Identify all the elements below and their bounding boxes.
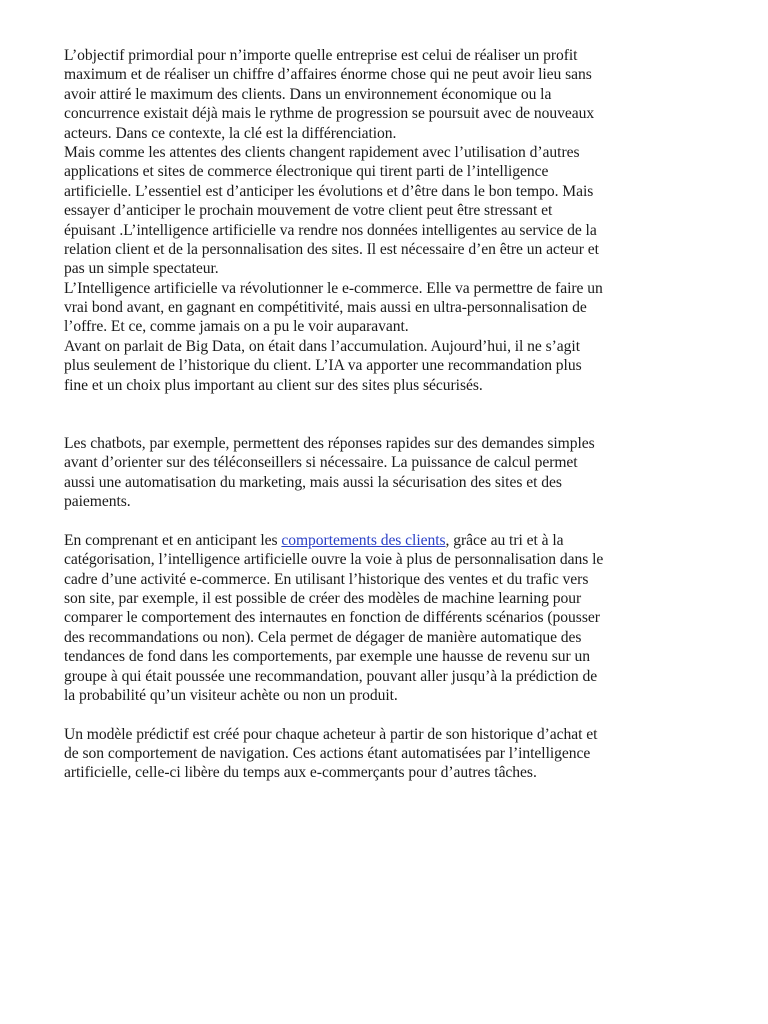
text-line: L’objectif primordial pour n’importe quelle entreprise est celui de réaliser un profit <box>64 47 578 64</box>
text-line: artificielle, celle-ci libère du temps aux e-commerçants pour d’autres tâches. <box>64 764 537 782</box>
text-line: Avant on parlait de Big Data, on était dans l’accumulation. Aujourd’hui, il ne s’agit <box>64 337 580 355</box>
paragraph-spacer <box>64 395 704 414</box>
text-line: tendances de fond dans les comportements, par exemple une hausse de revenu sur un <box>64 648 590 666</box>
text-line: paiements. <box>64 492 131 510</box>
paragraph-intro <box>64 46 704 395</box>
paragraph-comportements <box>64 531 704 706</box>
paragraph-spacer <box>64 414 704 433</box>
paragraph-modele-predictif <box>64 725 704 783</box>
text-line: Mais comme les attentes des clients changent rapidement avec l’utilisation d’autres <box>64 143 580 161</box>
text-line: l’offre. Et ce, comme jamais on a pu le voir auparavant. <box>64 318 409 336</box>
paragraph-spacer <box>64 511 704 530</box>
text-line: L’Intelligence artificielle va révolutionner le e-commerce. Elle va permettre de faire un <box>64 279 603 297</box>
text-line: avoir attiré le maximum des clients. Dans un environnement économique ou la <box>64 85 552 103</box>
comportements-des-clients-link[interactable]: comportements des clients <box>281 531 446 549</box>
text-line: maximum et de réaliser un chiffre d’affaires énorme chose qui ne peut avoir lieu sans <box>64 66 592 84</box>
text-line: artificielle. L’essentiel est d’anticiper les évolutions et d’être dans le bon tempo. Mais <box>64 182 594 200</box>
text-run: En comprenant et en anticipant les <box>64 531 282 549</box>
text-line: cadre d’une activité e-commerce. En utilisant l’historique des ventes et du trafic vers <box>64 570 589 588</box>
text-line: applications et sites de commerce électronique qui tirent parti de l’intelligence <box>64 163 549 181</box>
text-line: son site, par exemple, il est possible de créer des modèles de machine learning pour <box>64 589 582 607</box>
text-line: concurrence existait déjà mais le rythme de progression se poursuit avec de nouveaux <box>64 105 595 123</box>
text-line: avant d’orienter sur des téléconseillers si nécessaire. La puissance de calcul permet <box>64 454 578 472</box>
text-line: Les chatbots, par exemple, permettent des réponses rapides sur des demandes simples <box>64 434 595 452</box>
text-line: acteurs. Dans ce contexte, la clé est la différenciation. <box>64 124 397 142</box>
text-line: aussi une automatisation du marketing, mais aussi la sécurisation des sites et des <box>64 473 562 491</box>
text-line: des recommandations ou non). Cela permet de dégager de manière automatique des <box>64 628 582 646</box>
text-line: pas un simple spectateur. <box>64 260 219 278</box>
text-line: fine et un choix plus important au client sur des sites plus sécurisés. <box>64 376 483 394</box>
text-line: groupe à qui était poussée une recommandation, pouvant aller jusqu’à la prédiction de <box>64 667 598 685</box>
text-line: vrai bond avant, en gagnant en compétitivité, mais aussi en ultra-personnalisation de <box>64 299 587 317</box>
text-line: de son comportement de navigation. Ces actions étant automatisées par l’intelligence <box>64 745 591 763</box>
text-line: la probabilité qu’un visiteur achète ou non un produit. <box>64 686 398 704</box>
paragraph-spacer <box>64 705 704 724</box>
text-line <box>64 531 704 550</box>
text-line: catégorisation, l’intelligence artificielle ouvre la voie à plus de personnalisation dans le <box>64 551 604 569</box>
text-run: , grâce au tri et à la <box>445 531 564 549</box>
text-line: essayer d’anticiper le prochain mouvement de votre client peut être stressant et <box>64 202 553 220</box>
text-line: Un modèle prédictif est créé pour chaque acheteur à partir de son historique d’achat et <box>64 725 598 743</box>
document-page <box>64 46 704 783</box>
text-line: comparer le comportement des internautes en fonction de différents scénarios (pousser <box>64 609 600 627</box>
text-line: plus seulement de l’historique du client. L’IA va apporter une recommandation plus <box>64 357 582 375</box>
text-line: relation client et de la personnalisation des sites. Il est nécessaire d’en être un acteur et <box>64 240 599 258</box>
text-line: épuisant .L’intelligence artificielle va rendre nos données intelligentes au service de la <box>64 221 597 239</box>
paragraph-chatbots <box>64 434 704 512</box>
